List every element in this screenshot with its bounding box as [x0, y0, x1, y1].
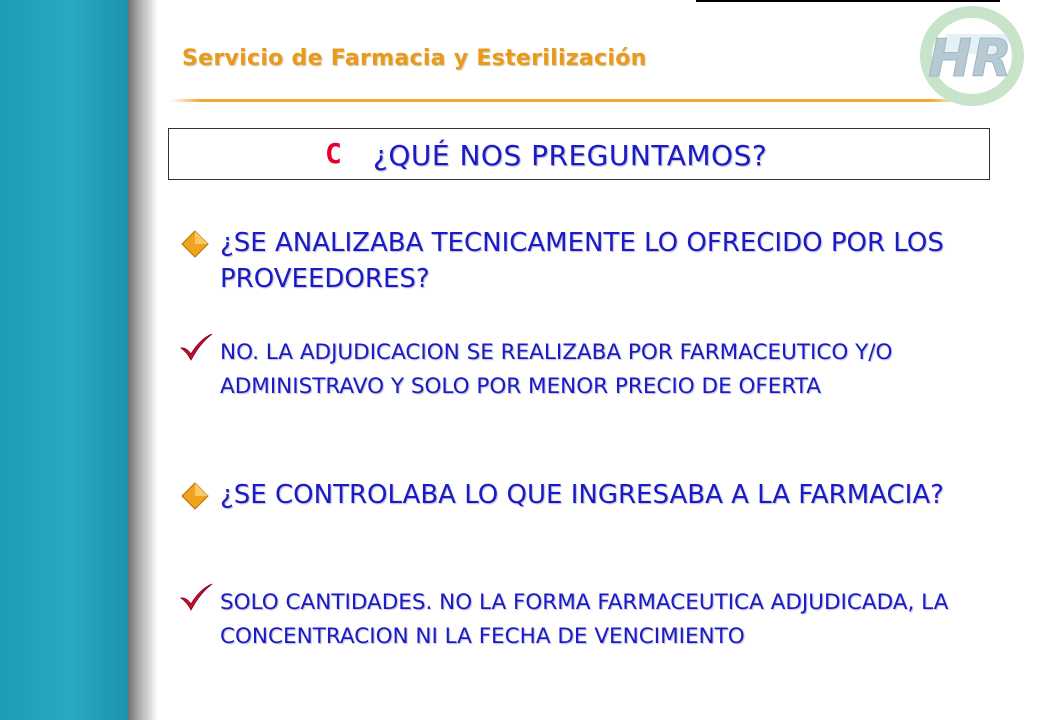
question-text: ¿SE CONTROLABA LO QUE INGRESABA A LA FARMACIA? [220, 480, 944, 510]
diamond-bullet-icon [180, 229, 210, 259]
answer-text: SOLO CANTIDADES. NO LA FORMA FARMACEUTICA ADJUDICADA, LA CONCENTRACION NI LA FECHA DE VENCIMIENTO [220, 590, 949, 649]
answer-text: NO. LA ADJUDICACION SE REALIZABA POR FARMACEUTICO Y/O ADMINISTRAVO Y SOLO POR MENOR PRECIO DE OFERTA [220, 340, 893, 399]
svg-text:HR: HR [928, 29, 1012, 89]
checkmark-icon [178, 332, 214, 362]
header-underline [170, 99, 962, 102]
section-marker: C [325, 137, 342, 170]
section-title: ¿QUÉ NOS PREGUNTAMOS? [373, 139, 768, 172]
top-rule [696, 0, 1000, 2]
left-band-shadow [128, 0, 158, 720]
checkmark-icon [178, 582, 214, 612]
left-color-band [0, 0, 128, 720]
header-title: Servicio de Farmacia y Esterilización [182, 46, 647, 71]
diamond-bullet-icon [180, 481, 210, 511]
hr-logo-icon [906, 4, 1034, 108]
question-text: ¿SE ANALIZABA TECNICAMENTE LO OFRECIDO POR LOS PROVEEDORES? [220, 228, 944, 294]
section-title-box [168, 128, 990, 180]
